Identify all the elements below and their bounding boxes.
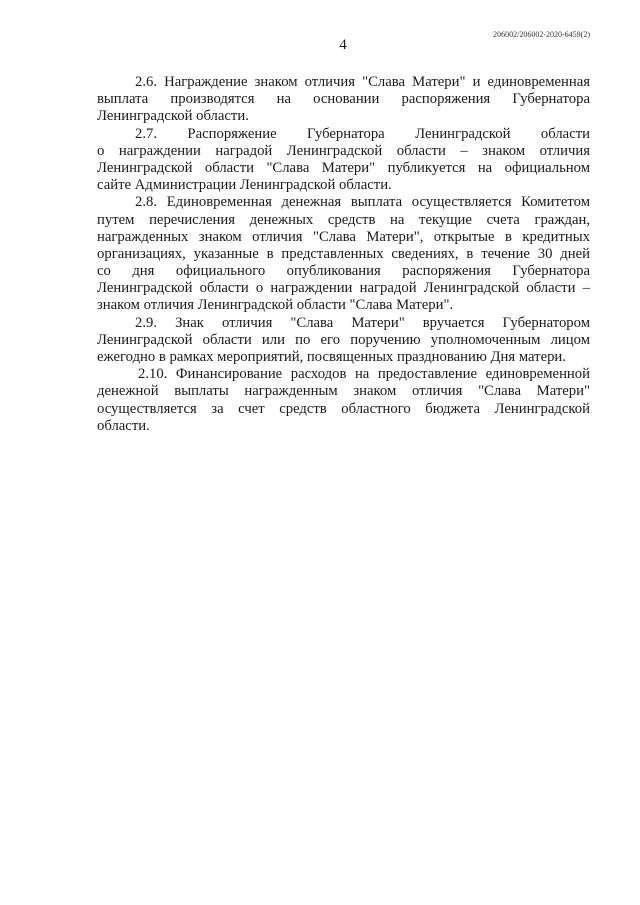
text-line: Ленинградской области. [97, 108, 249, 125]
text-line: 2.10. Финансирование расходов на предоставление единовременной [138, 366, 590, 383]
document-id: 206002/206002-2020-6459(2) [493, 30, 590, 39]
text-line: путем перечисления денежных средств на текущие счета граждан, [97, 211, 590, 228]
text-line: 2.8. Единовременная денежная выплата осуществляется Комитетом [135, 194, 590, 211]
text-line: сайте Администрации Ленинградской области. [97, 177, 392, 194]
text-line: денежной выплаты награжденным знаком отличия "Слава Матери" [97, 383, 590, 400]
text-line: области. [97, 417, 150, 434]
text-line: Ленинградской области "Слава Матери" публикуется на официальном [97, 159, 590, 176]
text-line: Ленинградской области или по его поручению уполномоченным лицом [97, 331, 590, 348]
text-line: выплата производятся на основании распоряжения Губернатора [97, 91, 590, 108]
text-line: со дня официального опубликования распоряжения Губернатора [97, 263, 590, 280]
text-line: 2.7. Распоряжение Губернатора Ленинградской области [135, 125, 590, 142]
text-line: ежегодно в рамках мероприятий, посвященных празднованию Дня матери. [97, 349, 566, 365]
page-number: 4 [339, 37, 347, 53]
text-line: о награждении наградой Ленинградской области – знаком отличия [97, 142, 590, 159]
paragraph-2-8 [97, 194, 590, 314]
paragraph-2-9 [97, 315, 590, 367]
text-line: 2.6. Награждение знаком отличия "Слава Матери" и единовременная [135, 74, 590, 90]
paragraph-2-10 [97, 366, 590, 435]
text-line: осуществляется за счет средств областного бюджета Ленинградской [97, 400, 590, 417]
text-line: 2.9. Знак отличия "Слава Матери" вручается Губернатором [135, 314, 590, 331]
document-body [97, 74, 590, 435]
text-line: Ленинградской области о награждении наградой Ленинградской области – [97, 280, 590, 297]
text-line: организациях, указанные в представленных сведениях, в течение 30 дней [97, 245, 590, 262]
paragraph-2-6 [97, 74, 590, 126]
text-line: награжденных знаком отличия "Слава Матери", открытые в кредитных [97, 228, 590, 245]
paragraph-2-7 [97, 126, 590, 195]
text-line: знаком отличия Ленинградской области "Слава Матери". [97, 297, 454, 314]
